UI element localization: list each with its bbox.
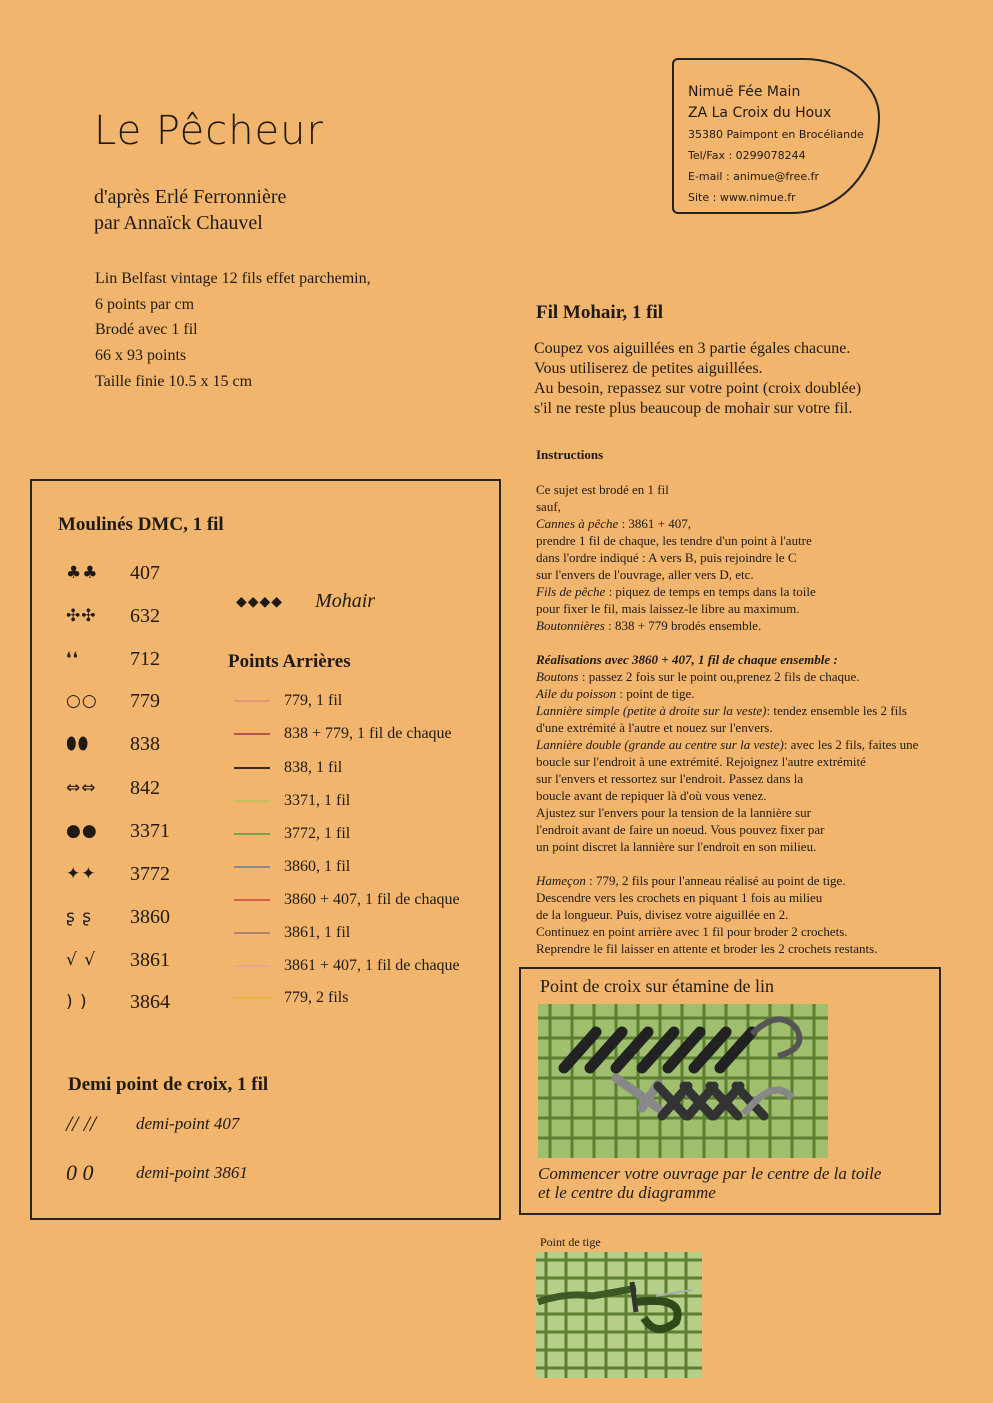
mohair-heading: Fil Mohair, 1 fil (536, 302, 664, 323)
color-line (234, 965, 270, 967)
instr-text: : point de tige. (616, 686, 695, 701)
mohair-line: Vous utiliserez de petites aiguillées. (534, 360, 763, 377)
backstitch-label: 3860 + 407, 1 fil de chaque (284, 891, 460, 908)
color-line (234, 733, 270, 735)
s-glyph-icon: ʂ ʂ (66, 907, 93, 927)
half-stitch-heading: Demi point de croix, 1 fil (68, 1074, 269, 1095)
instr-line: l'endroit avant de faire un noeud. Vous pouvez fixer par (536, 822, 825, 837)
stamp-city: 35380 Paimpont en Brocéliande (688, 128, 864, 141)
half-stitch-label: demi-point 407 (136, 1114, 240, 1133)
spec-density: 6 points par cm (95, 296, 195, 313)
instr-line: pour fixer le fil, mais laissez-le libre au maximum. (536, 601, 800, 616)
mohair-text (534, 339, 861, 419)
mohair-label: Mohair (315, 590, 376, 612)
instr-line: sur l'envers de l'ouvrage, aller vers D, etc. (536, 567, 754, 582)
stamp-address: ZA La Croix du Houx (688, 105, 832, 121)
mohair-legend (236, 590, 375, 613)
dmc-number: 3861 (130, 948, 170, 971)
stamp-email: E-mail : animue@free.fr (688, 170, 819, 183)
instr-line: sur l'envers et ressortez sur l'endroit. Passez dans la (536, 771, 804, 786)
half-stitch-row (66, 1160, 248, 1186)
dmc-number: 779 (130, 689, 160, 712)
instr-line (536, 736, 976, 753)
instr-line: Ajustez sur l'envers pour la tension de la lannière sur (536, 805, 811, 820)
instr-term: Lannière simple (petite à droite sur la veste) (536, 703, 767, 718)
instr-term: Hameçon (536, 873, 586, 888)
instr-term: Cannes à pêche (536, 516, 619, 531)
cross-ornament-icon: ✣✣ (66, 606, 97, 626)
instr-line (536, 583, 976, 600)
stem-stitch-heading: Point de tige (540, 1235, 601, 1249)
instr-line: dans l'ordre indiqué : A vers B, puis rejoindre le C (536, 550, 797, 565)
instr-line (536, 617, 976, 634)
stem-stitch-illustration (536, 1252, 702, 1378)
backstitch-heading: Points Arrières (228, 651, 351, 672)
color-line (234, 767, 270, 769)
instr-para-3 (536, 872, 976, 957)
backstitch-label: 779, 2 fils (284, 989, 349, 1006)
stamp-name: Nimuë Fée Main (688, 84, 801, 100)
instr-line: Continuez en point arrière avec 1 fil pour broder 2 crochets. (536, 924, 848, 939)
cross-stitch-illustration (538, 1004, 828, 1158)
backstitch-label: 838, 1 fil (284, 759, 343, 776)
address-stamp (672, 58, 880, 214)
diamond-icon: ◆◆◆◆ (236, 593, 284, 610)
oval-icon: 0 0 (66, 1160, 94, 1185)
instr-line (536, 702, 976, 719)
dmc-number: 3772 (130, 862, 170, 885)
mohair-line: Coupez vos aiguillées en 3 partie égales chacune. (534, 340, 851, 357)
capsule-icon: ⬮⬮ (66, 734, 90, 754)
club-icon: ♣♣ (66, 563, 99, 583)
instr-line: boucle sur l'endroit à une extrémité. Rejoignez l'autre extrémité (536, 754, 866, 769)
page-title: Le Pêcheur (94, 108, 324, 154)
drop-icon: ❛❛ (66, 649, 79, 669)
instructions-heading: Instructions (536, 447, 604, 462)
double-slash-icon: // // (66, 1111, 96, 1136)
backstitch-row (234, 824, 350, 844)
caption-line: Commencer votre ouvrage par le centre de la toile (538, 1164, 882, 1183)
dmc-number: 3864 (130, 990, 170, 1013)
instr-text: : avec les 2 fils, faites une (783, 737, 919, 752)
color-line (234, 700, 270, 702)
dmc-number: 407 (130, 561, 160, 584)
instr-line (536, 872, 976, 889)
instr-text: : 3861 + 407, (618, 516, 692, 531)
backstitch-row (234, 988, 348, 1008)
dmc-heading: Moulinés DMC, 1 fil (58, 514, 224, 535)
color-line (234, 866, 270, 868)
checkmark-icon: √ √ (66, 950, 97, 970)
half-stitch-row (66, 1111, 239, 1137)
instr-line (536, 515, 976, 532)
spec-finished-size: Taille finie 10.5 x 15 cm (95, 373, 253, 390)
backstitch-row (234, 691, 342, 711)
instr-term: Lannière double (grande au centre sur la veste) (536, 737, 784, 752)
color-line (234, 932, 270, 934)
backstitch-label: 838 + 779, 1 fil de chaque (284, 725, 452, 742)
instr-line: prendre 1 fil de chaque, les tendre d'un point à l'autre (536, 533, 812, 548)
instr-para-2 (536, 651, 976, 855)
stamp-phone: Tel/Fax : 0299078244 (688, 149, 806, 162)
dmc-number: 3371 (130, 819, 170, 842)
backstitch-label: 3772, 1 fil (284, 825, 351, 842)
instr-term: Boutonnières (536, 618, 605, 633)
instr-line: de la longueur. Puis, divisez votre aiguillée en 2. (536, 907, 789, 922)
color-line (234, 833, 270, 835)
instr-line: un point discret la lannière sur l'endroit en son milieu. (536, 839, 817, 854)
mohair-line: s'il ne reste plus beaucoup de mohair sur votre fil. (534, 400, 853, 417)
dmc-row (66, 561, 160, 585)
spec-thread: Brodé avec 1 fil (95, 321, 198, 338)
double-arrow-icon: ⇔⇔ (66, 778, 97, 798)
half-stitch-label: demi-point 3861 (136, 1163, 248, 1182)
instr-term: Boutons (536, 669, 579, 684)
stamp-site: Site : www.nimue.fr (688, 191, 796, 204)
instr-line: sauf, (536, 499, 561, 514)
spec-size-points: 66 x 93 points (95, 347, 187, 364)
dmc-row (66, 604, 160, 628)
backstitch-label: 779, 1 fil (284, 692, 343, 709)
dmc-row (66, 905, 170, 929)
star-icon: ✦✦ (66, 864, 97, 884)
dmc-row (66, 948, 170, 972)
dmc-number: 842 (130, 776, 160, 799)
circle-outline-icon: ○○ (66, 691, 98, 711)
cross-stitch-heading: Point de croix sur étamine de lin (540, 976, 774, 996)
credit-design: d'après Erlé Ferronnière (94, 186, 287, 208)
backstitch-label: 3860, 1 fil (284, 858, 351, 875)
dmc-number: 3860 (130, 905, 170, 928)
dmc-row (66, 689, 160, 713)
instr-line: Descendre vers les crochets en piquant 1 fois au milieu (536, 890, 823, 905)
backstitch-row (234, 857, 350, 877)
instr-line: Reprendre le fil laisser en attente et broder les 2 crochets restants. (536, 941, 878, 956)
instr-line (536, 651, 976, 668)
instr-line (536, 668, 976, 685)
cross-stitch-caption (538, 1164, 881, 1202)
instr-term: Aile du poisson (536, 686, 617, 701)
instr-term: Fils de pêche (536, 584, 606, 599)
instr-line (536, 685, 976, 702)
instr-subheading: Réalisations avec 3860 + 407, 1 fil de chaque ensemble : (536, 652, 838, 667)
backstitch-row (234, 724, 452, 744)
instr-text: : tendez ensemble les 2 fils (766, 703, 907, 718)
parenthesis-icon: ) ) (66, 992, 88, 1012)
instr-line: d'une extrémité à l'autre et nouez sur l'envers. (536, 720, 773, 735)
instr-text: : passez 2 fois sur le point ou,prenez 2 fils de chaque. (578, 669, 860, 684)
backstitch-label: 3861 + 407, 1 fil de chaque (284, 957, 460, 974)
backstitch-row (234, 923, 350, 943)
dmc-row (66, 776, 160, 800)
dmc-number: 632 (130, 604, 160, 627)
dmc-row (66, 819, 170, 843)
credit-author: par Annaïck Chauvel (94, 212, 263, 234)
dmc-row (66, 647, 160, 671)
dmc-row (66, 990, 170, 1014)
color-line (234, 899, 270, 901)
dmc-number: 838 (130, 732, 160, 755)
instr-text: : 779, 2 fils pour l'anneau réalisé au point de tige. (585, 873, 846, 888)
dmc-number: 712 (130, 647, 160, 670)
backstitch-label: 3861, 1 fil (284, 924, 351, 941)
backstitch-row (234, 890, 460, 910)
mohair-line: Au besoin, repassez sur votre point (croix doublée) (534, 380, 862, 397)
color-line (234, 997, 270, 999)
backstitch-row (234, 791, 350, 811)
dmc-row (66, 862, 170, 886)
instructions-text (536, 481, 976, 974)
spec-fabric: Lin Belfast vintage 12 fils effet parchemin, (95, 270, 371, 287)
backstitch-row (234, 956, 460, 976)
color-line (234, 800, 270, 802)
filled-circle-icon: ●● (66, 821, 98, 841)
instr-line: Ce sujet est brodé en 1 fil (536, 482, 669, 497)
backstitch-row (234, 758, 342, 778)
backstitch-label: 3371, 1 fil (284, 792, 351, 809)
instr-para-1 (536, 481, 976, 634)
instr-line: boucle avant de repiquer là d'où vous venez. (536, 788, 767, 803)
dmc-row (66, 732, 160, 756)
caption-line: et le centre du diagramme (538, 1183, 716, 1202)
instr-text: : 838 + 779 brodés ensemble. (604, 618, 762, 633)
instr-text: : piquez de temps en temps dans la toile (605, 584, 816, 599)
